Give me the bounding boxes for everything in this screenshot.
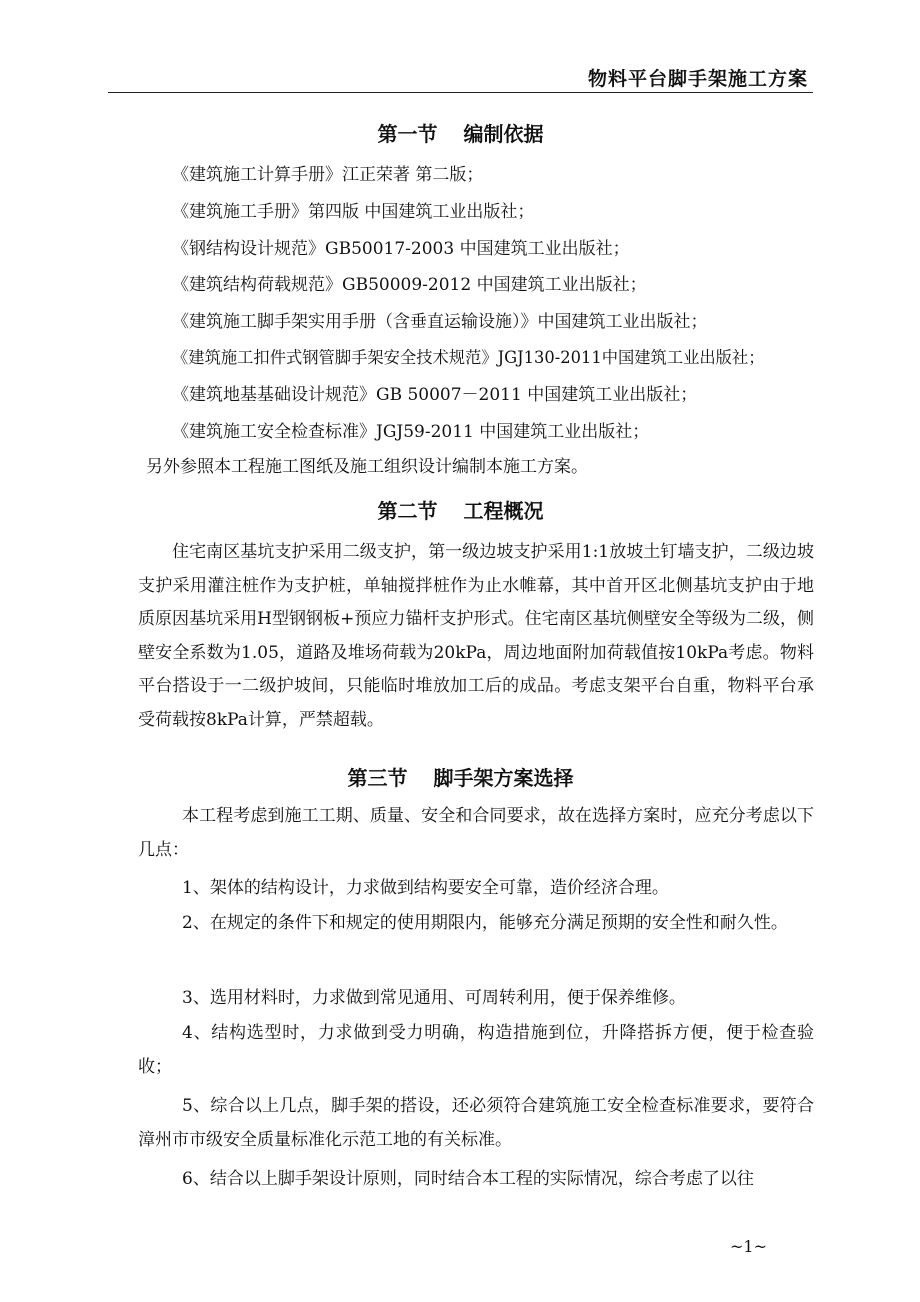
section-2-number: 第二节 [377,499,438,523]
section-3-item: 5、综合以上几点，脚手架的搭设，还必须符合建筑施工安全检查标准要求，要符合漳州市市级安全质量标准化示范工地的有关标准。 [138,1096,814,1150]
section-2-title: 工程概况 [463,499,544,523]
section-1-heading [108,118,813,147]
section-1-title: 编制依据 [463,122,544,146]
section-3-item: 2、在规定的条件下和规定的使用期限内，能够充分满足预期的安全性和耐久性。 [182,913,788,933]
section-3-number: 第三节 [347,766,408,790]
reference-item: 《建筑结构荷载规范》GB50009-2012 中国建筑工业出版社； [172,275,647,295]
reference-item: 《建筑施工安全检查标准》JGJ59-2011 中国建筑工业出版社； [172,422,650,442]
page-number: ~1~ [730,1237,767,1256]
section-3-heading [108,762,813,791]
reference-item: 《建筑施工计算手册》江正荣著 第二版； [172,165,484,185]
section-2-heading [108,495,813,524]
section-3-item: 4、结构选型时，力求做到受力明确，构造措施到位，升降搭拆方便，便于检查验收； [138,1023,814,1077]
section-3-item: 6、结合以上脚手架设计原则，同时结合本工程的实际情况，综合考虑了以往 [182,1169,754,1189]
reference-item: 《钢结构设计规范》GB50017-2003 中国建筑工业出版社； [172,239,630,259]
reference-item: 《建筑施工扣件式钢管脚手架安全技术规范》JGJ130-2011中国建筑工业出版社； [172,348,765,367]
section-2-paragraph: 住宅南区基坑支护采用二级支护，第一级边坡支护采用1:1放坡土钉墙支护，二级边坡支护采用灌注桩作为支护桩，单轴搅拌桩作为止水帷幕，其中首开区北侧基坑支护由于地质原因基坑采用H型钢钢板+预应力锚杆支护形式。住宅南区基坑侧壁安全等级为二级，侧壁安全系数为1.05，道路及堆场荷载为20kPa，周边地面附加荷载值按10kPa考虑。物料平台搭设于一二级护坡间，只能临时堆放加工后的成品。考虑支架平台自重，物料平台承受荷载按8kPa计算，严禁超载。 [138,542,814,730]
section-1-closing: 另外参照本工程施工图纸及施工组织设计编制本施工方案。 [146,457,588,477]
section-1-number: 第一节 [377,122,438,146]
header-divider [108,92,813,93]
section-3-intro: 本工程考虑到施工工期、质量、安全和合同要求，故在选择方案时，应充分考虑以下几点： [138,806,814,860]
section-3-item: 1、架体的结构设计，力求做到结构要安全可靠，造价经济合理。 [182,878,669,898]
section-3-item: 3、选用材料时，力求做到常见通用、可周转利用，便于保养维修。 [182,988,686,1008]
reference-item: 《建筑地基基础设计规范》GB 50007－2011 中国建筑工业出版社； [172,385,698,405]
reference-item: 《建筑施工手册》第四版 中国建筑工业出版社； [172,202,535,222]
reference-item: 《建筑施工脚手架实用手册（含垂直运输设施）》中国建筑工业出版社； [172,312,708,332]
section-3-title: 脚手架方案选择 [433,766,574,790]
document-header-title: 物料平台脚手架施工方案 [587,68,808,90]
